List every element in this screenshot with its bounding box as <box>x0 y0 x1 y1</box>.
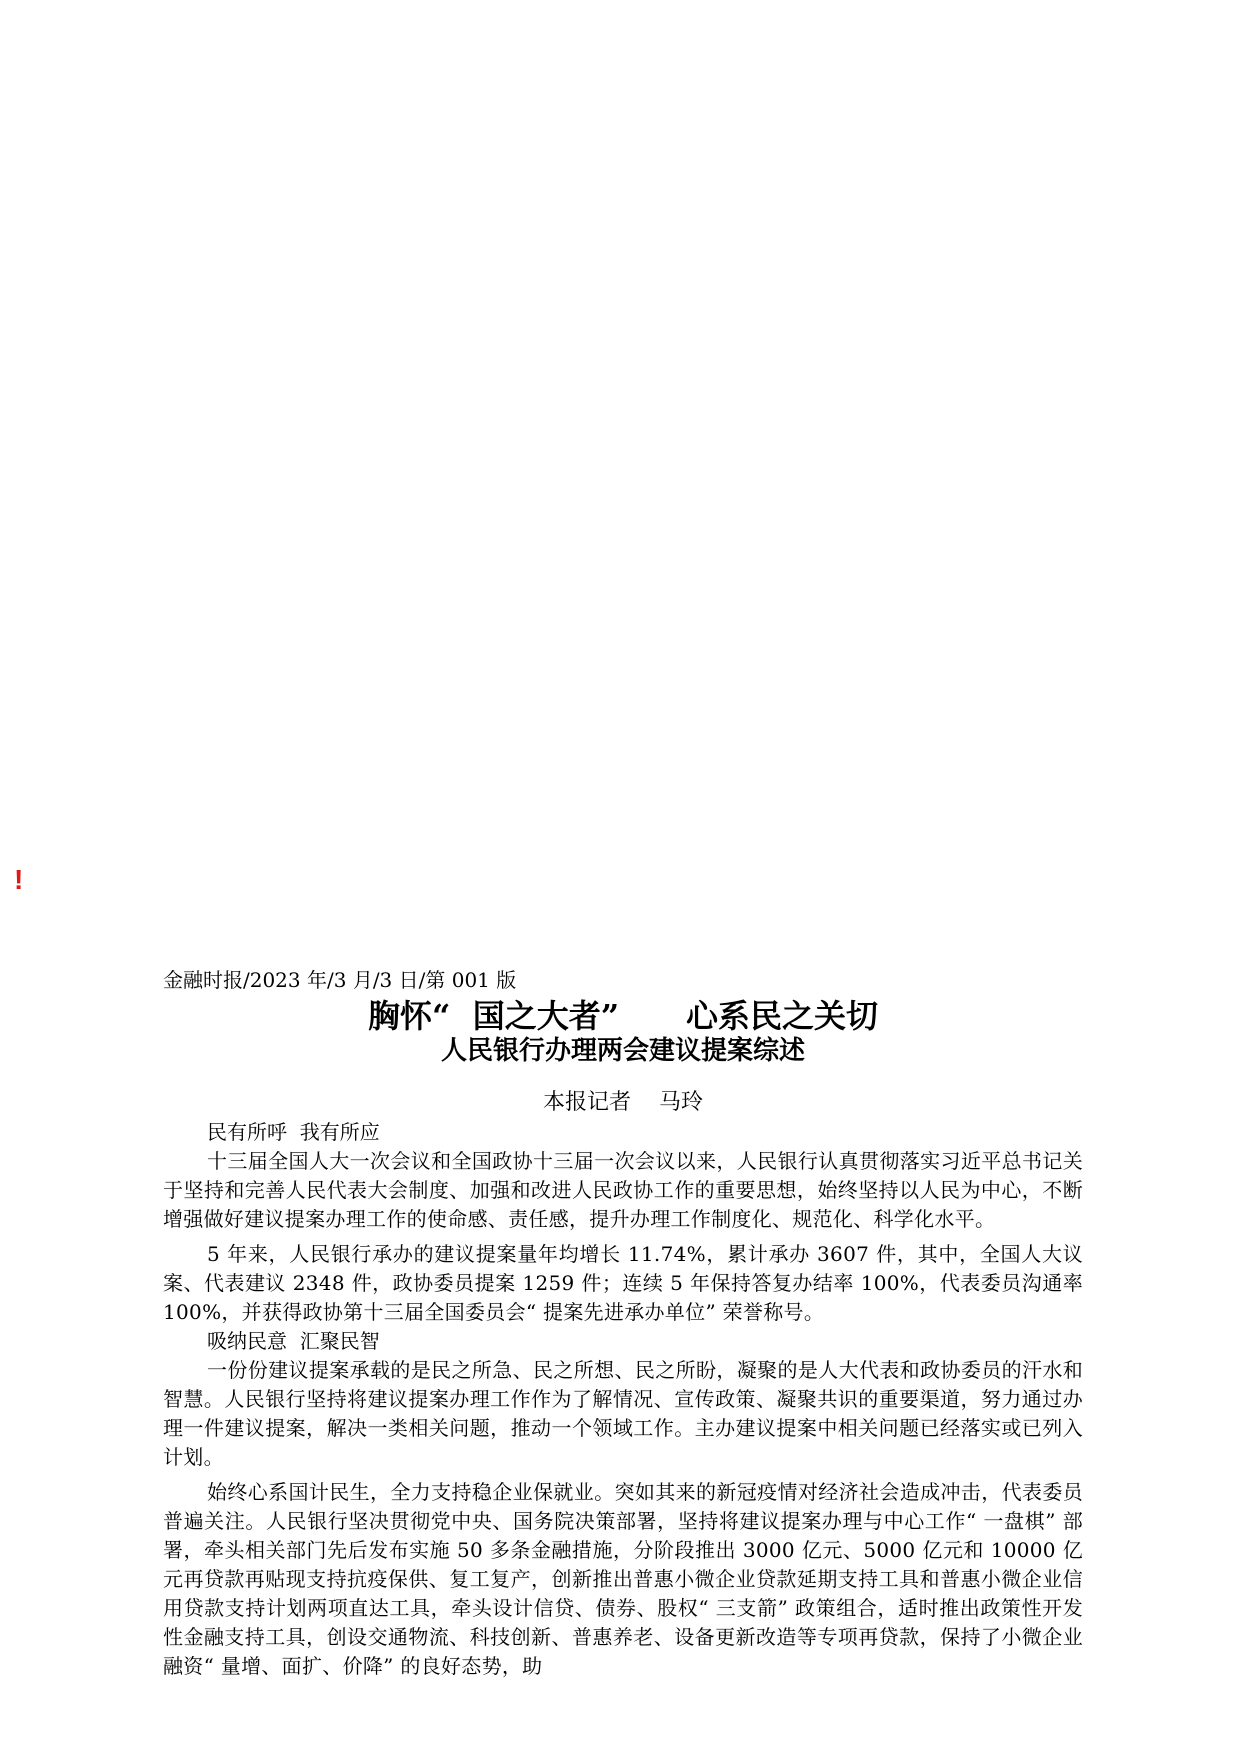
byline: 本报记者 马玲 <box>543 1090 703 1115</box>
dateline: 金融时报/2023 年/3 月/3 日/第 001 版 <box>163 968 517 992</box>
subheadline: 人民银行办理两会建议提案综述 <box>440 1036 805 1066</box>
body-paragraph: 十三届全国人大一次会议和全国政协十三届一次会议以来，人民银行认真贯彻落实习近平总书记关于坚持和完善人民代表大会制度、加强和改进人民政协工作的重要思想，始终坚持以人民为中心，不断增强做好建议提案办理工作的使命感、责任感，提升办理工作制度化、规范化、科学化水平。 <box>163 1149 1083 1231</box>
red-exclamation-mark: ! <box>14 864 24 895</box>
body-paragraph: 5 年来，人民银行承办的建议提案量年均增长 11.74%，累计承办 3607 件，其中，全国人大议案、代表建议 2348 件，政协委员提案 1259 件；连续 5 年保持答复办结率 100%，代表委员沟通率 100%，并获得政协第十三届全国委员会“ 提案先进承办单位” 荣誉称号。 <box>163 1242 1083 1324</box>
headline: 胸怀“ 国之大者” 心系民之关切 <box>368 997 878 1035</box>
article <box>163 966 1083 1681</box>
body-paragraph: 始终心系国计民生，全力支持稳企业保就业。突如其来的新冠疫情对经济社会造成冲击，代表委员普遍关注。人民银行坚决贯彻党中央、国务院决策部署，坚持将建议提案办理与中心工作“ 一盘棋” 部署，牵头相关部门先后发布实施 50 多条金融措施，分阶段推出 3000 亿元、5000 亿元和 10000 亿元再贷款再贴现支持抗疫保供、复工复产，创新推出普惠小微企业贷款延期支持工具和普惠小微企业信用贷款支持计划两项直达工具，牵头设计信贷、债券、股权“ 三支箭” 政策组合，适时推出政策性开发性金融支持工具，创设交通物流、科技创新、普惠养老、设备更新改造等专项再贷款，保持了小微企业融资“ 量增、面扩、价降” 的良好态势，助 <box>163 1480 1083 1678</box>
section-heading: 吸纳民意 汇聚民智 <box>207 1329 380 1353</box>
section-heading: 民有所呼 我有所应 <box>207 1120 380 1144</box>
body-paragraph: 一份份建议提案承载的是民之所急、民之所想、民之所盼，凝聚的是人大代表和政协委员的汗水和智慧。人民银行坚持将建议提案办理工作作为了解情况、宣传政策、凝聚共识的重要渠道，努力通过办理一件建议提案，解决一类相关问题，推动一个领域工作。主办建议提案中相关问题已经落实或已列入计划。 <box>163 1358 1083 1469</box>
